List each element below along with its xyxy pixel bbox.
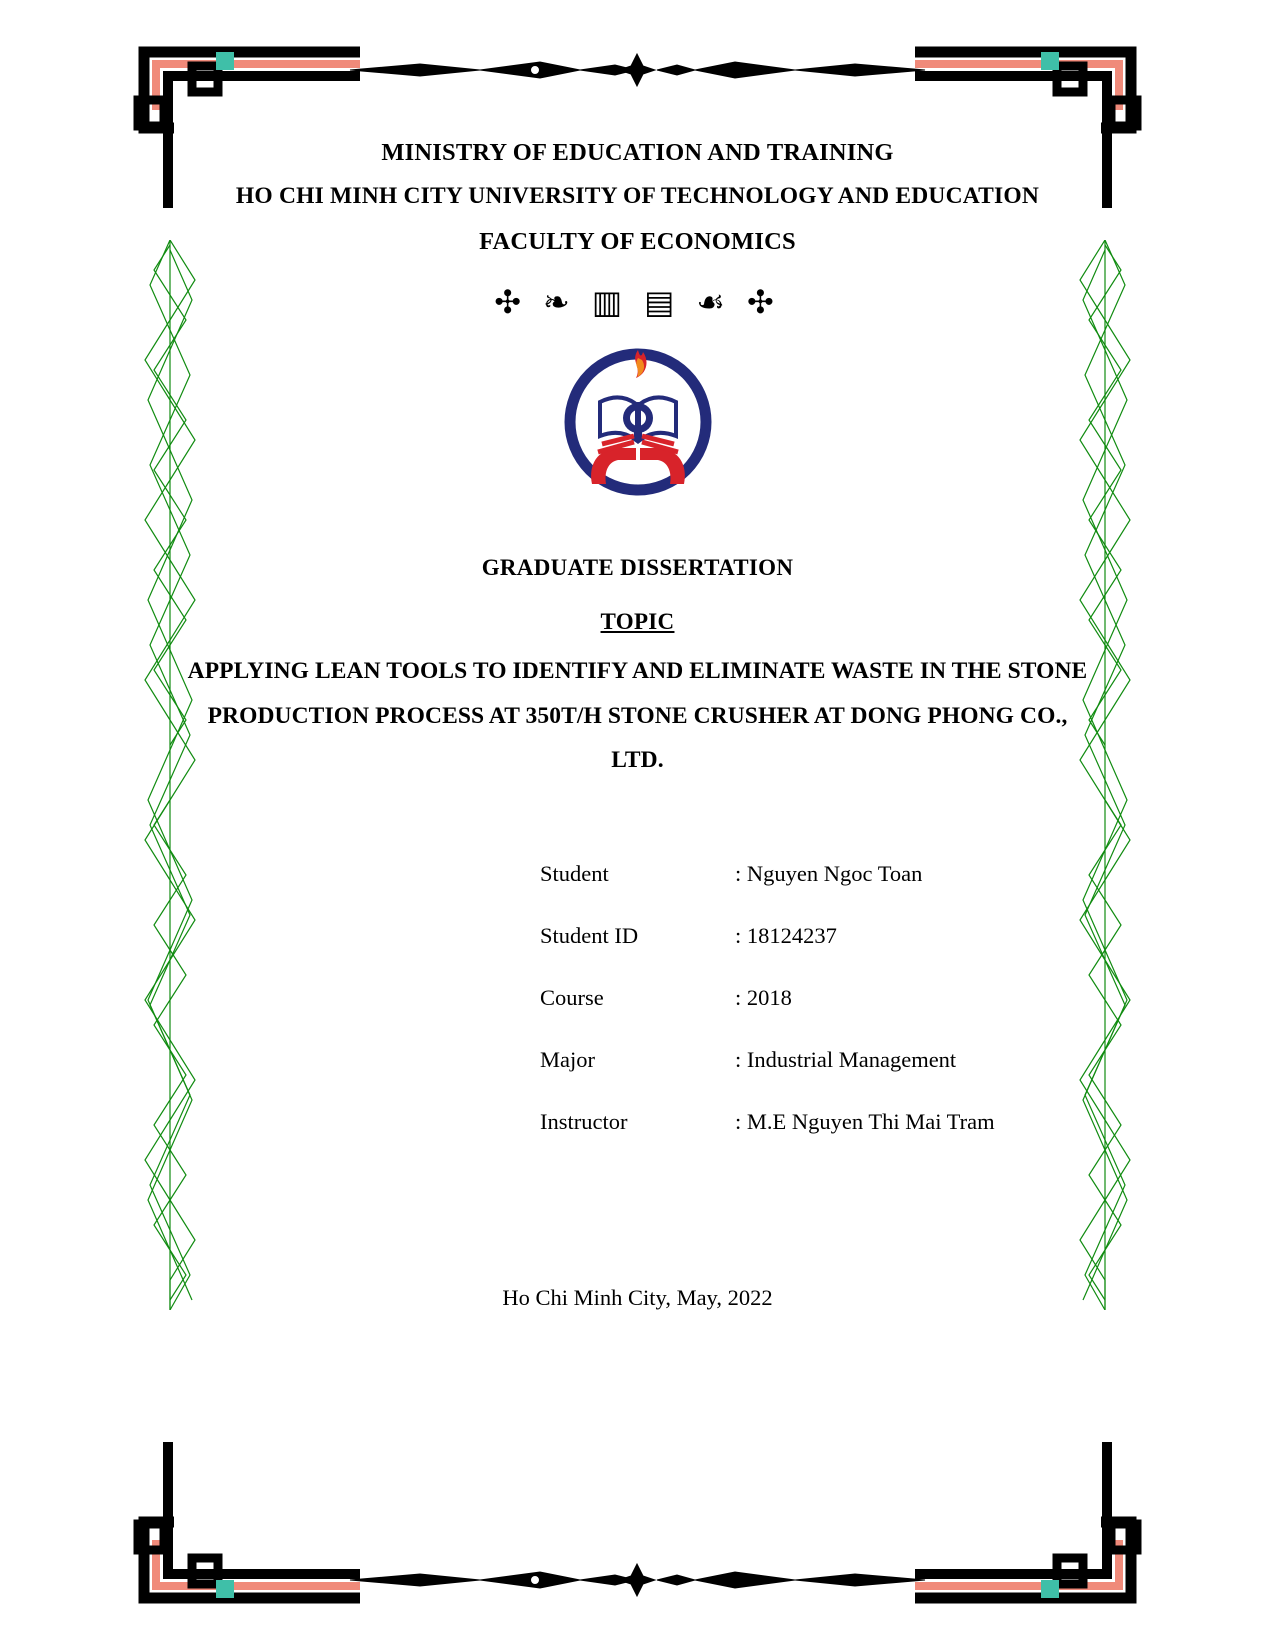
info-value: : M.E Nguyen Thi Mai Tram [735,1109,995,1135]
topic-title: APPLYING LEAN TOOLS TO IDENTIFY AND ELIMINATE WASTE IN THE STONE PRODUCTION PROCESS AT 350T/H STONE CRUSHER AT DONG PHONG CO., LTD. [187,658,1088,774]
info-label: Course [540,985,604,1011]
bottom-ornament-band [330,1558,945,1602]
info-label: Student ID [540,923,639,949]
dissertation-label: GRADUATE DISSERTATION [481,555,794,581]
info-row [540,985,1090,1011]
info-row [540,861,1090,887]
topic-label [185,609,1090,635]
student-info-block [540,861,1090,1135]
institution-heading [185,130,1090,264]
info-value: : 2018 [735,985,792,1011]
info-value: : Industrial Management [735,1047,957,1073]
place-and-date: Ho Chi Minh City, May, 2022 [502,1285,773,1311]
info-label: Student [540,861,609,887]
info-label: Instructor [540,1109,628,1135]
cover-content [185,130,1090,1311]
top-ornament-band [330,48,945,92]
info-value: : Nguyen Ngoc Toan [735,861,923,887]
info-row [540,1109,1090,1135]
heading-line-1: MINISTRY OF EDUCATION AND TRAINING [381,139,894,166]
heading-line-2: HO CHI MINH CITY UNIVERSITY OF TECHNOLOGY AND EDUCATION [235,183,1040,210]
university-logo [185,332,1090,517]
info-row [540,923,1090,949]
heading-line-3: FACULTY OF ECONOMICS [479,227,796,255]
info-value: : 18124237 [735,923,837,949]
corner-ornament-bottom-right [905,1442,1145,1612]
topic-label-text: TOPIC [600,609,675,635]
info-label: Major [540,1047,595,1073]
info-row [540,1047,1090,1073]
corner-ornament-bottom-left [130,1442,370,1612]
book-divider-ornament: ✣ ❧ ▥ ▤ ☙ ✣ [494,284,781,321]
